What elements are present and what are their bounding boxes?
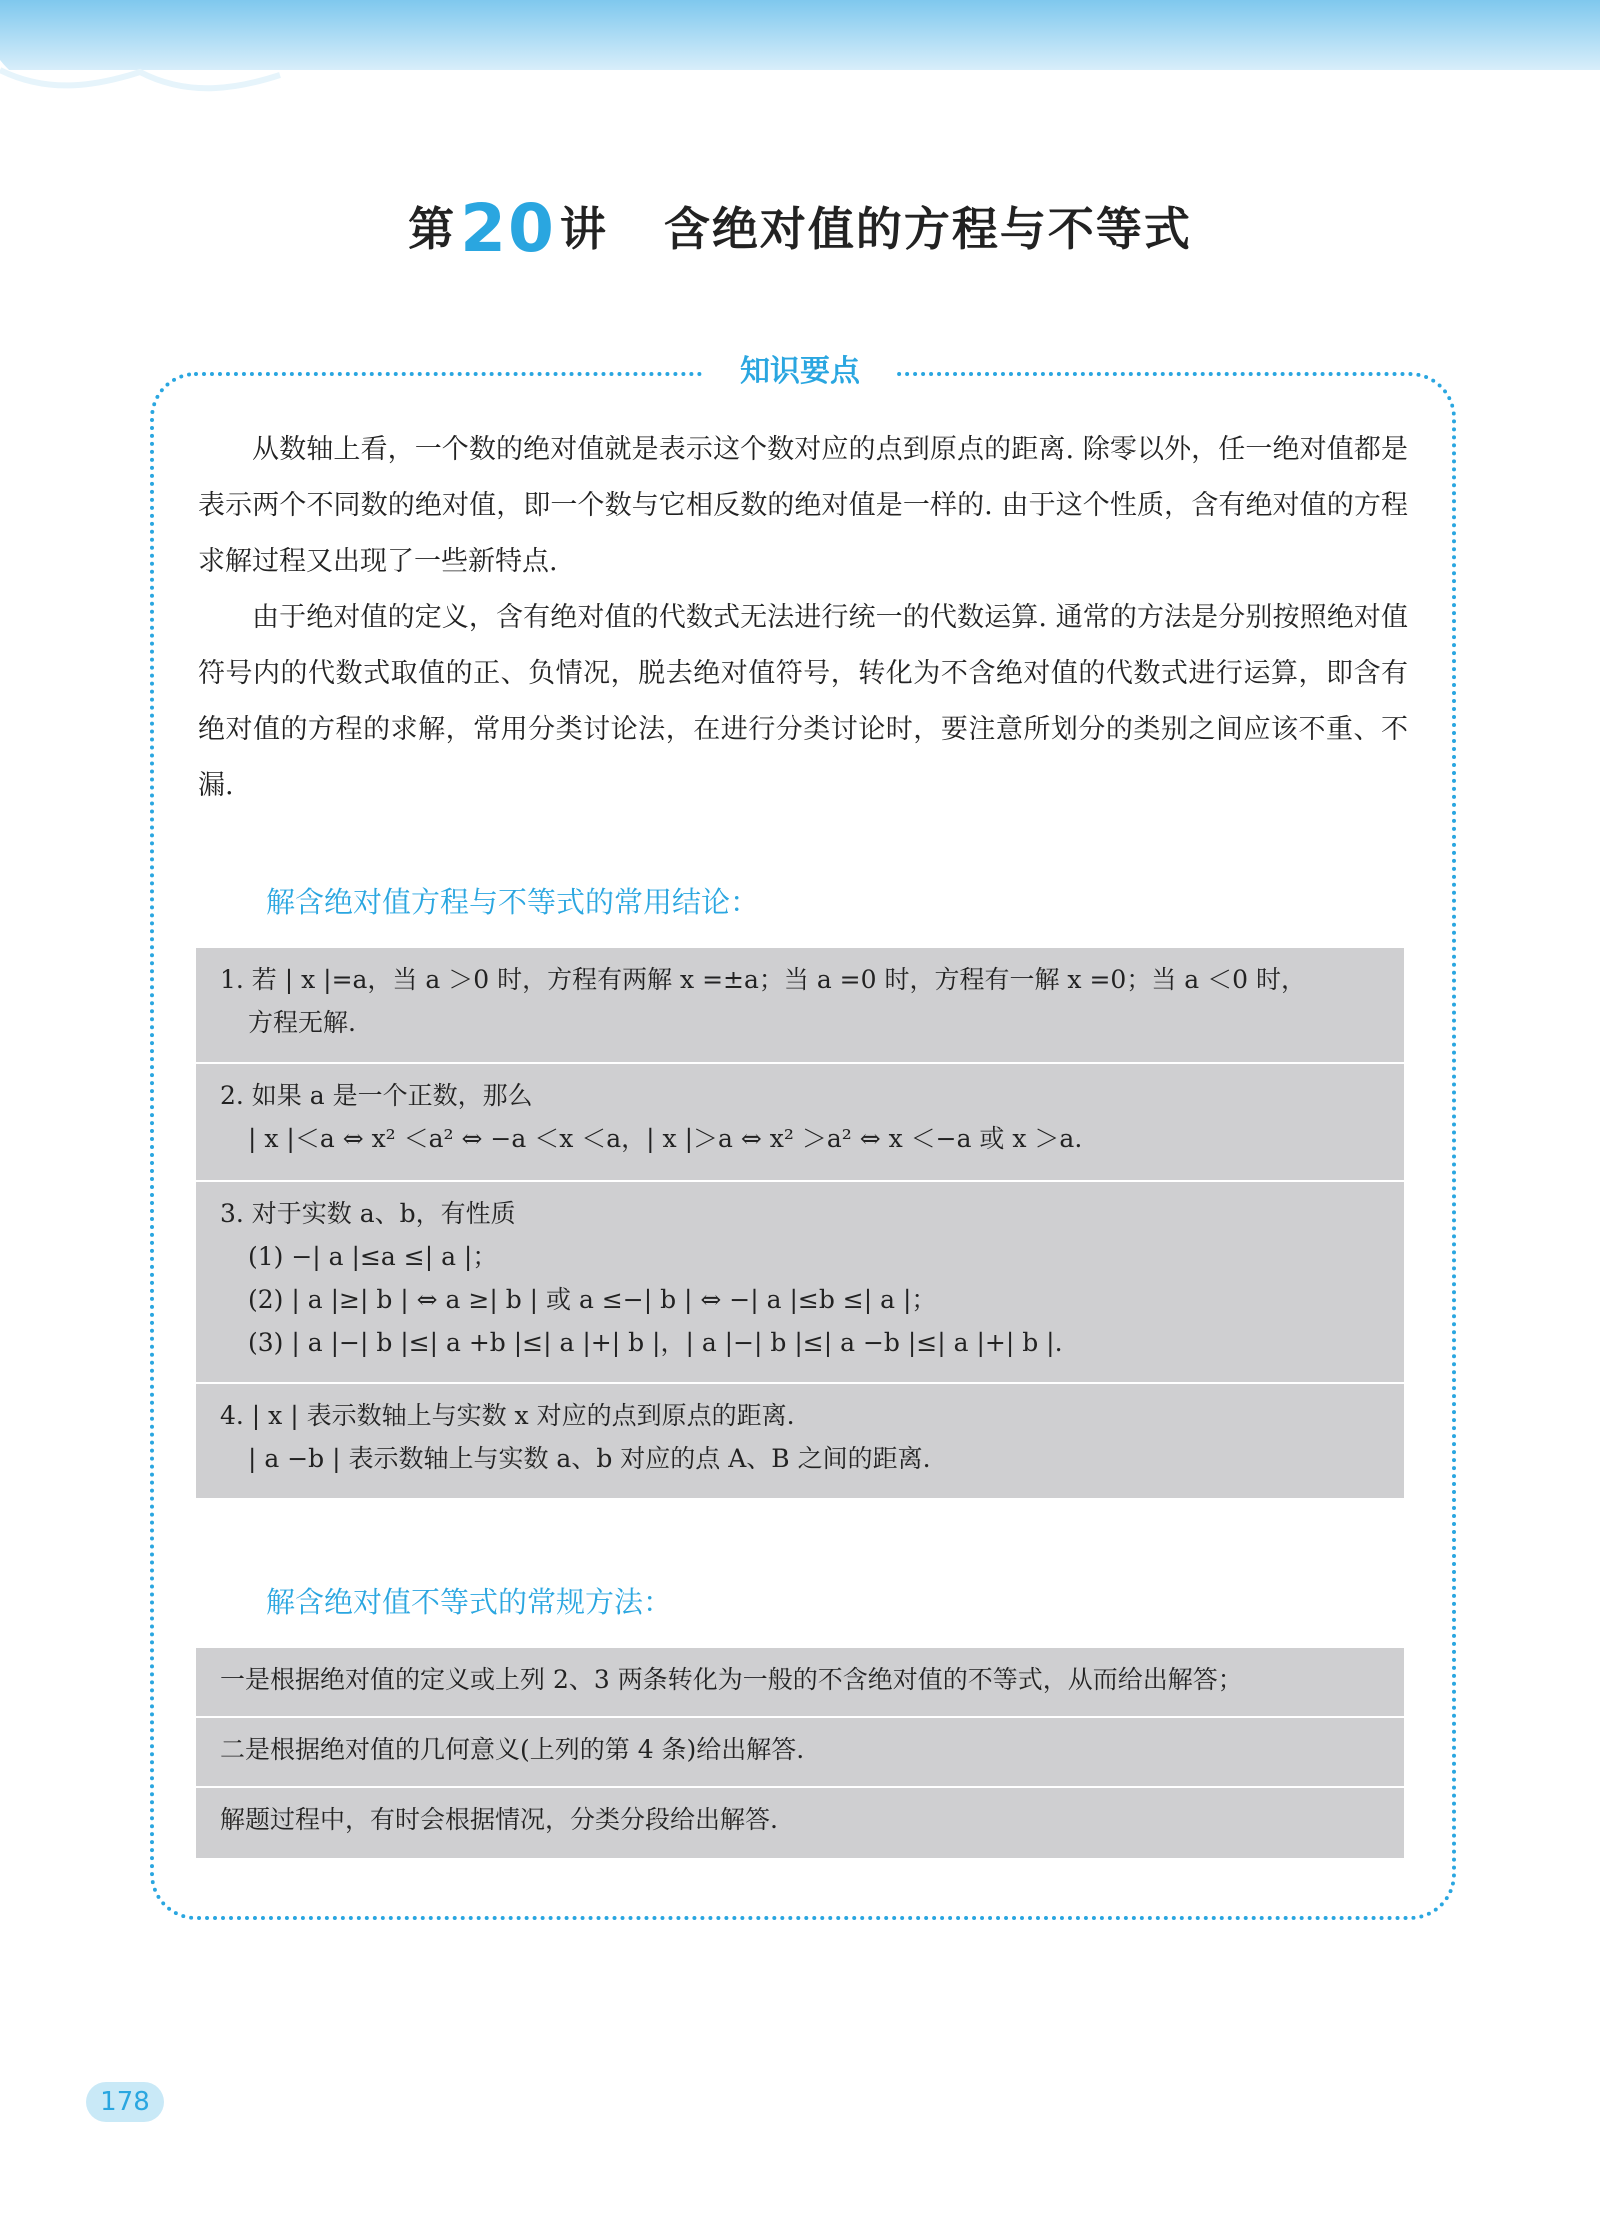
- conclusion-line: (2) | a |≥| b | ⇔ a ≥| b | 或 a ≤−| b | ⇔ −| a |≤b ≤| a |；: [248, 1285, 937, 1314]
- conclusion-line: 1. 若 | x |=a，当 a ＞0 时，方程有两解 x =±a；当 a =0 时，方程有一解 x =0；当 a ＜0 时，: [220, 965, 1306, 994]
- page-number: 178: [86, 2082, 164, 2122]
- conclusion-line: 3. 对于实数 a、b，有性质: [220, 1199, 516, 1228]
- conclusion-line: (1) −| a |≤a ≤| a |；: [248, 1242, 498, 1271]
- chapter-suffix: 讲: [559, 202, 608, 256]
- intro-paragraph: 从数轴上看，一个数的绝对值就是表示这个数对应的点到原点的距离. 除零以外，任一绝对值都是表示两个不同数的绝对值，即一个数与它相反数的绝对值是一样的. 由于这个性质，含有绝对值的方程求解过程又出现了一些新特点.: [198, 434, 1408, 577]
- conclusion-line: 方程无解.: [248, 1008, 356, 1037]
- method-item: 解题过程中，有时会根据情况，分类分段给出解答.: [220, 1805, 778, 1834]
- conclusions-panel: [196, 948, 1404, 1498]
- chapter-number: 20: [460, 190, 556, 267]
- conclusions-heading: 解含绝对值方程与不等式的常用结论：: [266, 885, 760, 919]
- conclusion-line: | a −b | 表示数轴上与实数 a、b 对应的点 A、B 之间的距离.: [248, 1444, 931, 1473]
- chapter-title: [0, 190, 1600, 267]
- chapter-prefix: 第: [408, 202, 457, 256]
- conclusion-item: [196, 948, 1404, 1064]
- method-item: 一是根据绝对值的定义或上列 2、3 两条转化为一般的不含绝对值的不等式，从而给出解答；: [196, 1648, 1404, 1718]
- conclusion-item: [196, 1384, 1404, 1498]
- cloud-header-decoration: [0, 0, 1600, 130]
- conclusion-line: 2. 如果 a 是一个正数，那么: [220, 1081, 533, 1110]
- conclusion-item: [196, 1182, 1404, 1384]
- knowledge-label: 知识要点: [705, 346, 895, 390]
- conclusion-line: (3) | a |−| b |≤| a +b |≤| a |+| b |，| a |−| b |≤| a −b |≤| a |+| b |.: [248, 1328, 1063, 1357]
- conclusion-line: | x |＜a ⇔ x² ＜a² ⇔ −a ＜x ＜a，| x |＞a ⇔ x² ＞a² ⇔ x ＜−a 或 x ＞a.: [248, 1124, 1083, 1153]
- methods-heading: 解含绝对值不等式的常规方法：: [266, 1585, 673, 1619]
- conclusion-item: [196, 1064, 1404, 1182]
- method-item: 二是根据绝对值的几何意义(上列的第 4 条)给出解答.: [196, 1718, 1404, 1788]
- methods-panel: [196, 1648, 1404, 1858]
- conclusion-line: 4. | x | 表示数轴上与实数 x 对应的点到原点的距离.: [220, 1401, 795, 1430]
- intro-text: [198, 422, 1408, 814]
- intro-paragraph: 由于绝对值的定义，含有绝对值的代数式无法进行统一的代数运算. 通常的方法是分别按照绝对值符号内的代数式取值的正、负情况，脱去绝对值符号，转化为不含绝对值的代数式进行运算，即含有绝对值的方程的求解，常用分类讨论法，在进行分类讨论时，要注意所划分的类别之间应该不重、不漏.: [198, 602, 1408, 801]
- chapter-name: 含绝对值的方程与不等式: [663, 202, 1192, 256]
